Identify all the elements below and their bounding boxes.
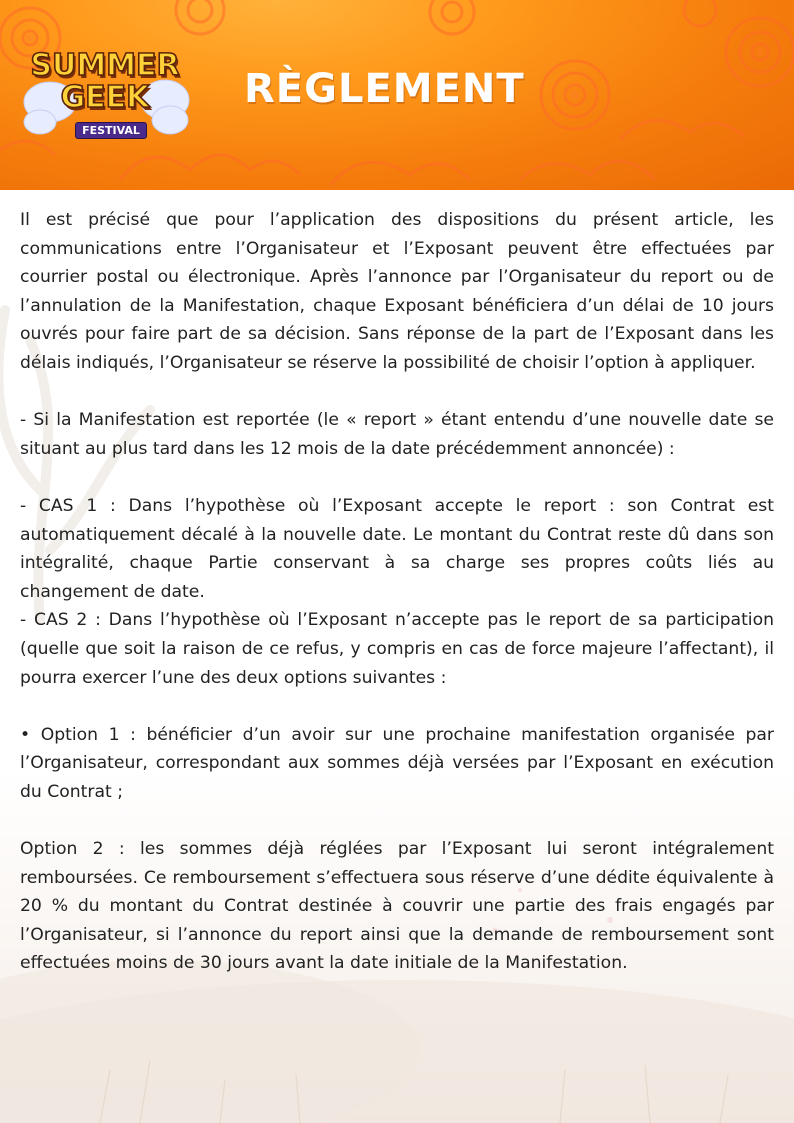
paragraph-cas-1: - CAS 1 : Dans l’hypothèse où l’Exposant accepte le report : son Contrat est automatiquement décalé à la nouvelle date. Le montant du Contrat reste dû dans son intégralité, chaque Partie conservant à sa charge ses propres coûts liés au changement de date. <box>20 495 774 602</box>
paragraph-option-1: • Option 1 : bénéficier d’un avoir sur une prochaine manifestation organisée par l’Organisateur, correspondant aux sommes déjà versées par l’Exposant en exécution du Contrat ; <box>20 724 774 802</box>
logo-line-summer: SUMMER <box>30 48 180 83</box>
logo-line-festival: FESTIVAL <box>75 122 147 139</box>
paragraph-cas-2: - CAS 2 : Dans l’hypothèse où l’Exposant n’accepte pas le report de sa participation (quelle que soit la raison de ce refus, y compris en cas de force majeure l’affectant), il pourra exercer l’une des deux options suivantes : <box>20 610 774 688</box>
page-title: RÈGLEMENT <box>244 66 525 112</box>
rules-text <box>20 206 774 978</box>
paragraph-report: - Si la Manifestation est reportée (le « report » étant entendu d’une nouvelle date se situant au plus tard dans les 12 mois de la date précédemment annoncée) : <box>20 410 774 459</box>
page-content <box>0 190 794 1123</box>
paragraph-option-2: Option 2 : les sommes déjà réglées par l’Exposant lui seront intégralement remboursées. Ce remboursement s’effectuera sous réserve d’une dédite équivalente à 20 % du montant du Contrat destinée à couvrir une partie des frais engagés par l’Organisateur, si l’annonce du report ainsi que la demande de remboursement sont effectuées moins de 30 jours avant la date initiale de la Manifestation. <box>20 839 774 974</box>
logo-line-geek: GEEK <box>60 80 150 115</box>
page-header <box>0 0 794 190</box>
paragraph-intro: Il est précisé que pour l’application des dispositions du présent article, les communications entre l’Organisateur et l’Exposant peuvent être effectuées par courrier postal ou électronique. Après l’annonce par l’Organisateur du report ou de l’annulation de la Manifestation, chaque Exposant bénéficiera d’un délai de 10 jours ouvrés pour faire part de sa décision. Sans réponse de la part de l’Exposant dans les délais indiqués, l’Organisateur se réserve la possibilité de choisir l’option à appliquer. <box>20 210 774 373</box>
festival-logo <box>20 44 190 144</box>
